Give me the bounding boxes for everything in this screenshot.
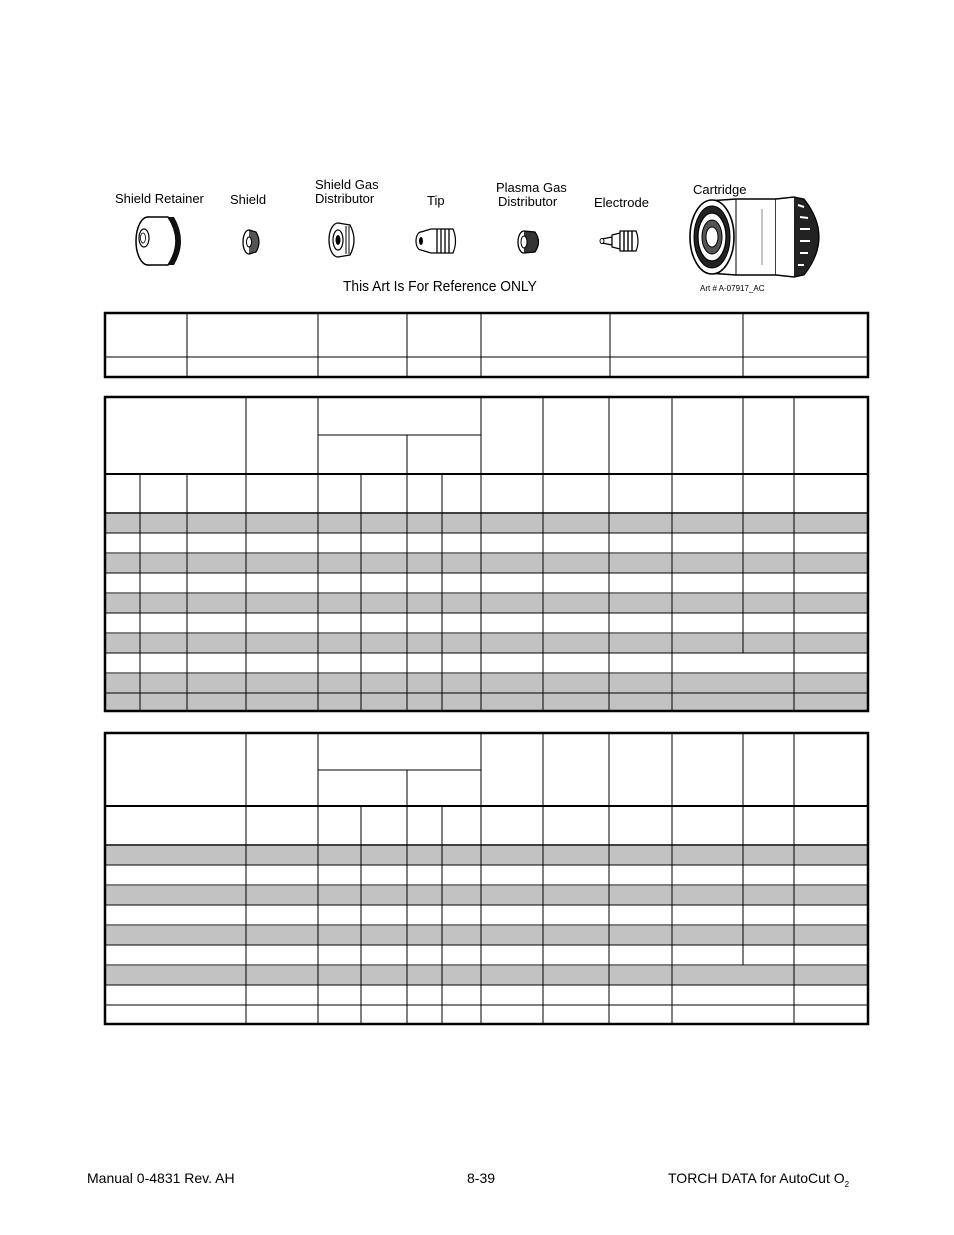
footer-section-title-text: TORCH DATA for AutoCut O [668,1170,845,1186]
table2-shaded-row [105,693,868,711]
table2-shaded-row [105,594,868,613]
shield-gas-distributor-label: Shield Gas Distributor [315,177,379,206]
table3-shaded-row [105,886,868,905]
footer-section-title [668,1170,849,1189]
plasma-gas-distributor-label: Plasma Gas Distributor [496,180,567,209]
shield-retainer-label: Shield Retainer [115,191,204,206]
table2-shaded-row [105,514,868,533]
table3-shaded-row [105,926,868,945]
reference-note: This Art Is For Reference ONLY [343,278,537,295]
cartridge-label: Cartridge [693,182,747,197]
footer-manual-number: Manual 0-4831 Rev. AH [87,1170,235,1186]
shield-label: Shield [230,192,267,207]
electrode-label: Electrode [594,195,649,210]
table2-shaded-row [105,554,868,573]
table2-shaded-row [105,634,868,653]
tip-label: Tip [427,193,445,208]
table2-shaded-row [105,674,868,693]
table3-shaded-row [105,846,868,865]
art-number: Art # A-07917_AC [700,284,765,293]
footer-section-title-subscript: 2 [844,1179,850,1189]
footer-page-number: 8-39 [467,1170,496,1186]
table3-shaded-row [105,966,868,985]
table1-frame [105,313,868,377]
